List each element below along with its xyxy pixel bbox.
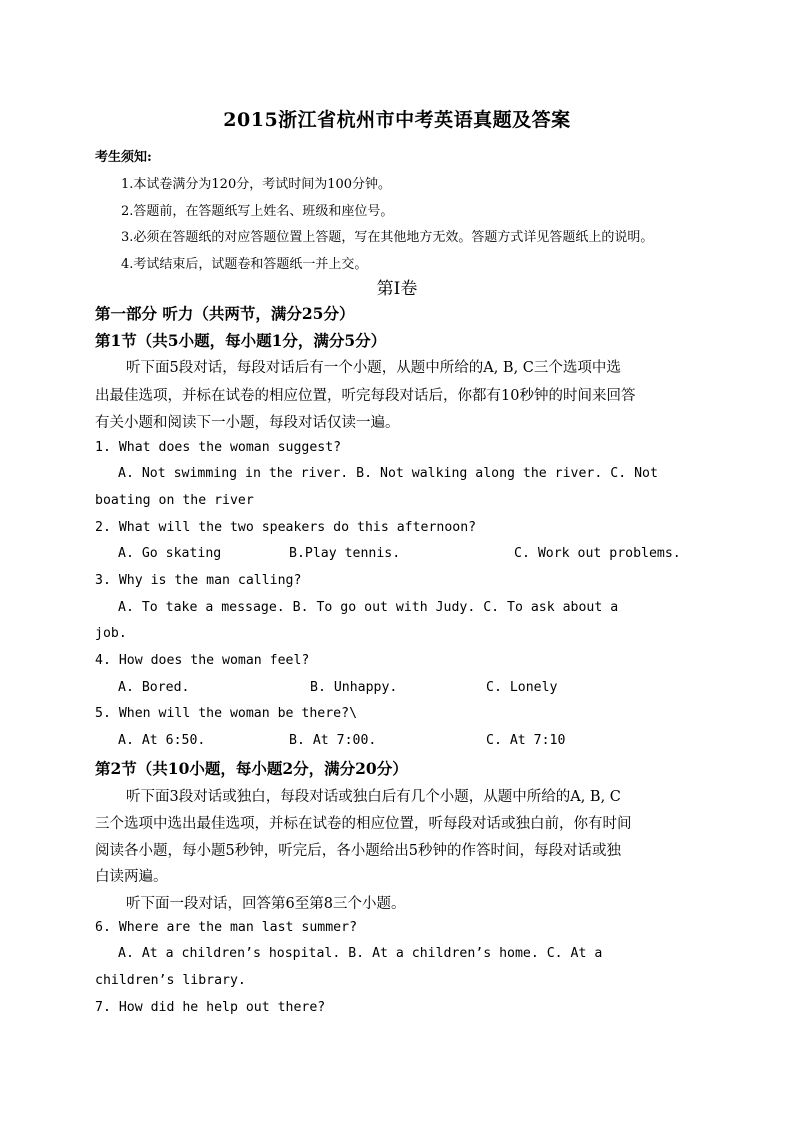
- option-a: A. At 6:50.: [118, 733, 206, 748]
- section2-subintro: 听下面一段对话，回答第6至第8三个小题。: [126, 896, 406, 912]
- page-title: 2015浙江省杭州市中考英语真题及答案: [223, 109, 571, 131]
- section2-instruction: 三个选项中选出最佳选项，并标在试卷的相应位置，听每段对话或独白前，你有时间: [95, 816, 632, 832]
- section1-heading: 第1节（共5小题，每小题1分，满分5分）: [95, 331, 387, 350]
- question-6-options: A. At a children’s hospital. B. At a children’s home. C. At a: [118, 946, 603, 961]
- question-4: 4. How does the woman feel?: [95, 653, 310, 668]
- question-1-options-wrap: boating on the river: [95, 493, 254, 508]
- option-a: A. Bored.: [118, 680, 190, 695]
- notice-item: 2.答题前，在答题纸写上姓名、班级和座位号。: [121, 204, 394, 219]
- question-1-options: A. Not swimming in the river. B. Not walking along the river. C. Not: [118, 466, 658, 481]
- option-c: C. Work out problems.: [514, 546, 681, 561]
- section2-instruction: 白读两遍。: [95, 869, 168, 885]
- section2-instruction: 听下面3段对话或独白，每段对话或独白后有几个小题，从题中所给的A, B, C: [126, 789, 621, 805]
- option-a: A. Go skating: [118, 546, 222, 561]
- question-3: 3. Why is the man calling?: [95, 573, 302, 588]
- notice-item: 1.本试卷满分为120分，考试时间为100分钟。: [121, 177, 392, 192]
- option-b: B. Unhappy.: [310, 680, 398, 695]
- part1-heading: 第一部分 听力（共两节，满分25分）: [95, 304, 355, 323]
- question-7: 7. How did he help out there?: [95, 1000, 326, 1015]
- question-3-options: A. To take a message. B. To go out with Judy. C. To ask about a: [118, 600, 619, 615]
- volume-title: 第Ⅰ卷: [376, 279, 418, 299]
- section1-instruction: 听下面5段对话，每段对话后有一个小题，从题中所给的A, B, C三个选项中选: [126, 360, 621, 376]
- option-b: B. At 7:00.: [289, 733, 377, 748]
- notice-item: 3.必须在答题纸的对应答题位置上答题，写在其他地方无效。答题方式详见答题纸上的说明。: [121, 230, 654, 245]
- notice-item: 4.考试结束后，试题卷和答题纸一并上交。: [121, 257, 368, 272]
- section1-instruction: 出最佳选项，并标在试卷的相应位置，听完每段对话后，你都有10秒钟的时间来回答: [95, 388, 636, 404]
- question-6-options-wrap: children’s library.: [95, 973, 246, 988]
- question-2: 2. What will the two speakers do this afternoon?: [95, 520, 477, 535]
- option-c: C. At 7:10: [486, 733, 566, 748]
- notice-heading: 考生须知:: [95, 150, 152, 165]
- question-6: 6. Where are the man last summer?: [95, 920, 358, 935]
- option-c: C. Lonely: [486, 680, 558, 695]
- section1-instruction: 有关小题和阅读下一小题，每段对话仅读一遍。: [95, 415, 400, 431]
- question-3-options-wrap: job.: [95, 626, 127, 641]
- question-1: 1. What does the woman suggest?: [95, 440, 342, 455]
- section2-heading: 第2节（共10小题，每小题2分，满分20分）: [95, 759, 408, 778]
- option-b: B.Play tennis.: [289, 546, 401, 561]
- section2-instruction: 阅读各小题，每小题5秒钟，听完后，各小题给出5秒钟的作答时间，每段对话或独: [95, 843, 621, 859]
- question-5: 5. When will the woman be there?\: [95, 706, 358, 721]
